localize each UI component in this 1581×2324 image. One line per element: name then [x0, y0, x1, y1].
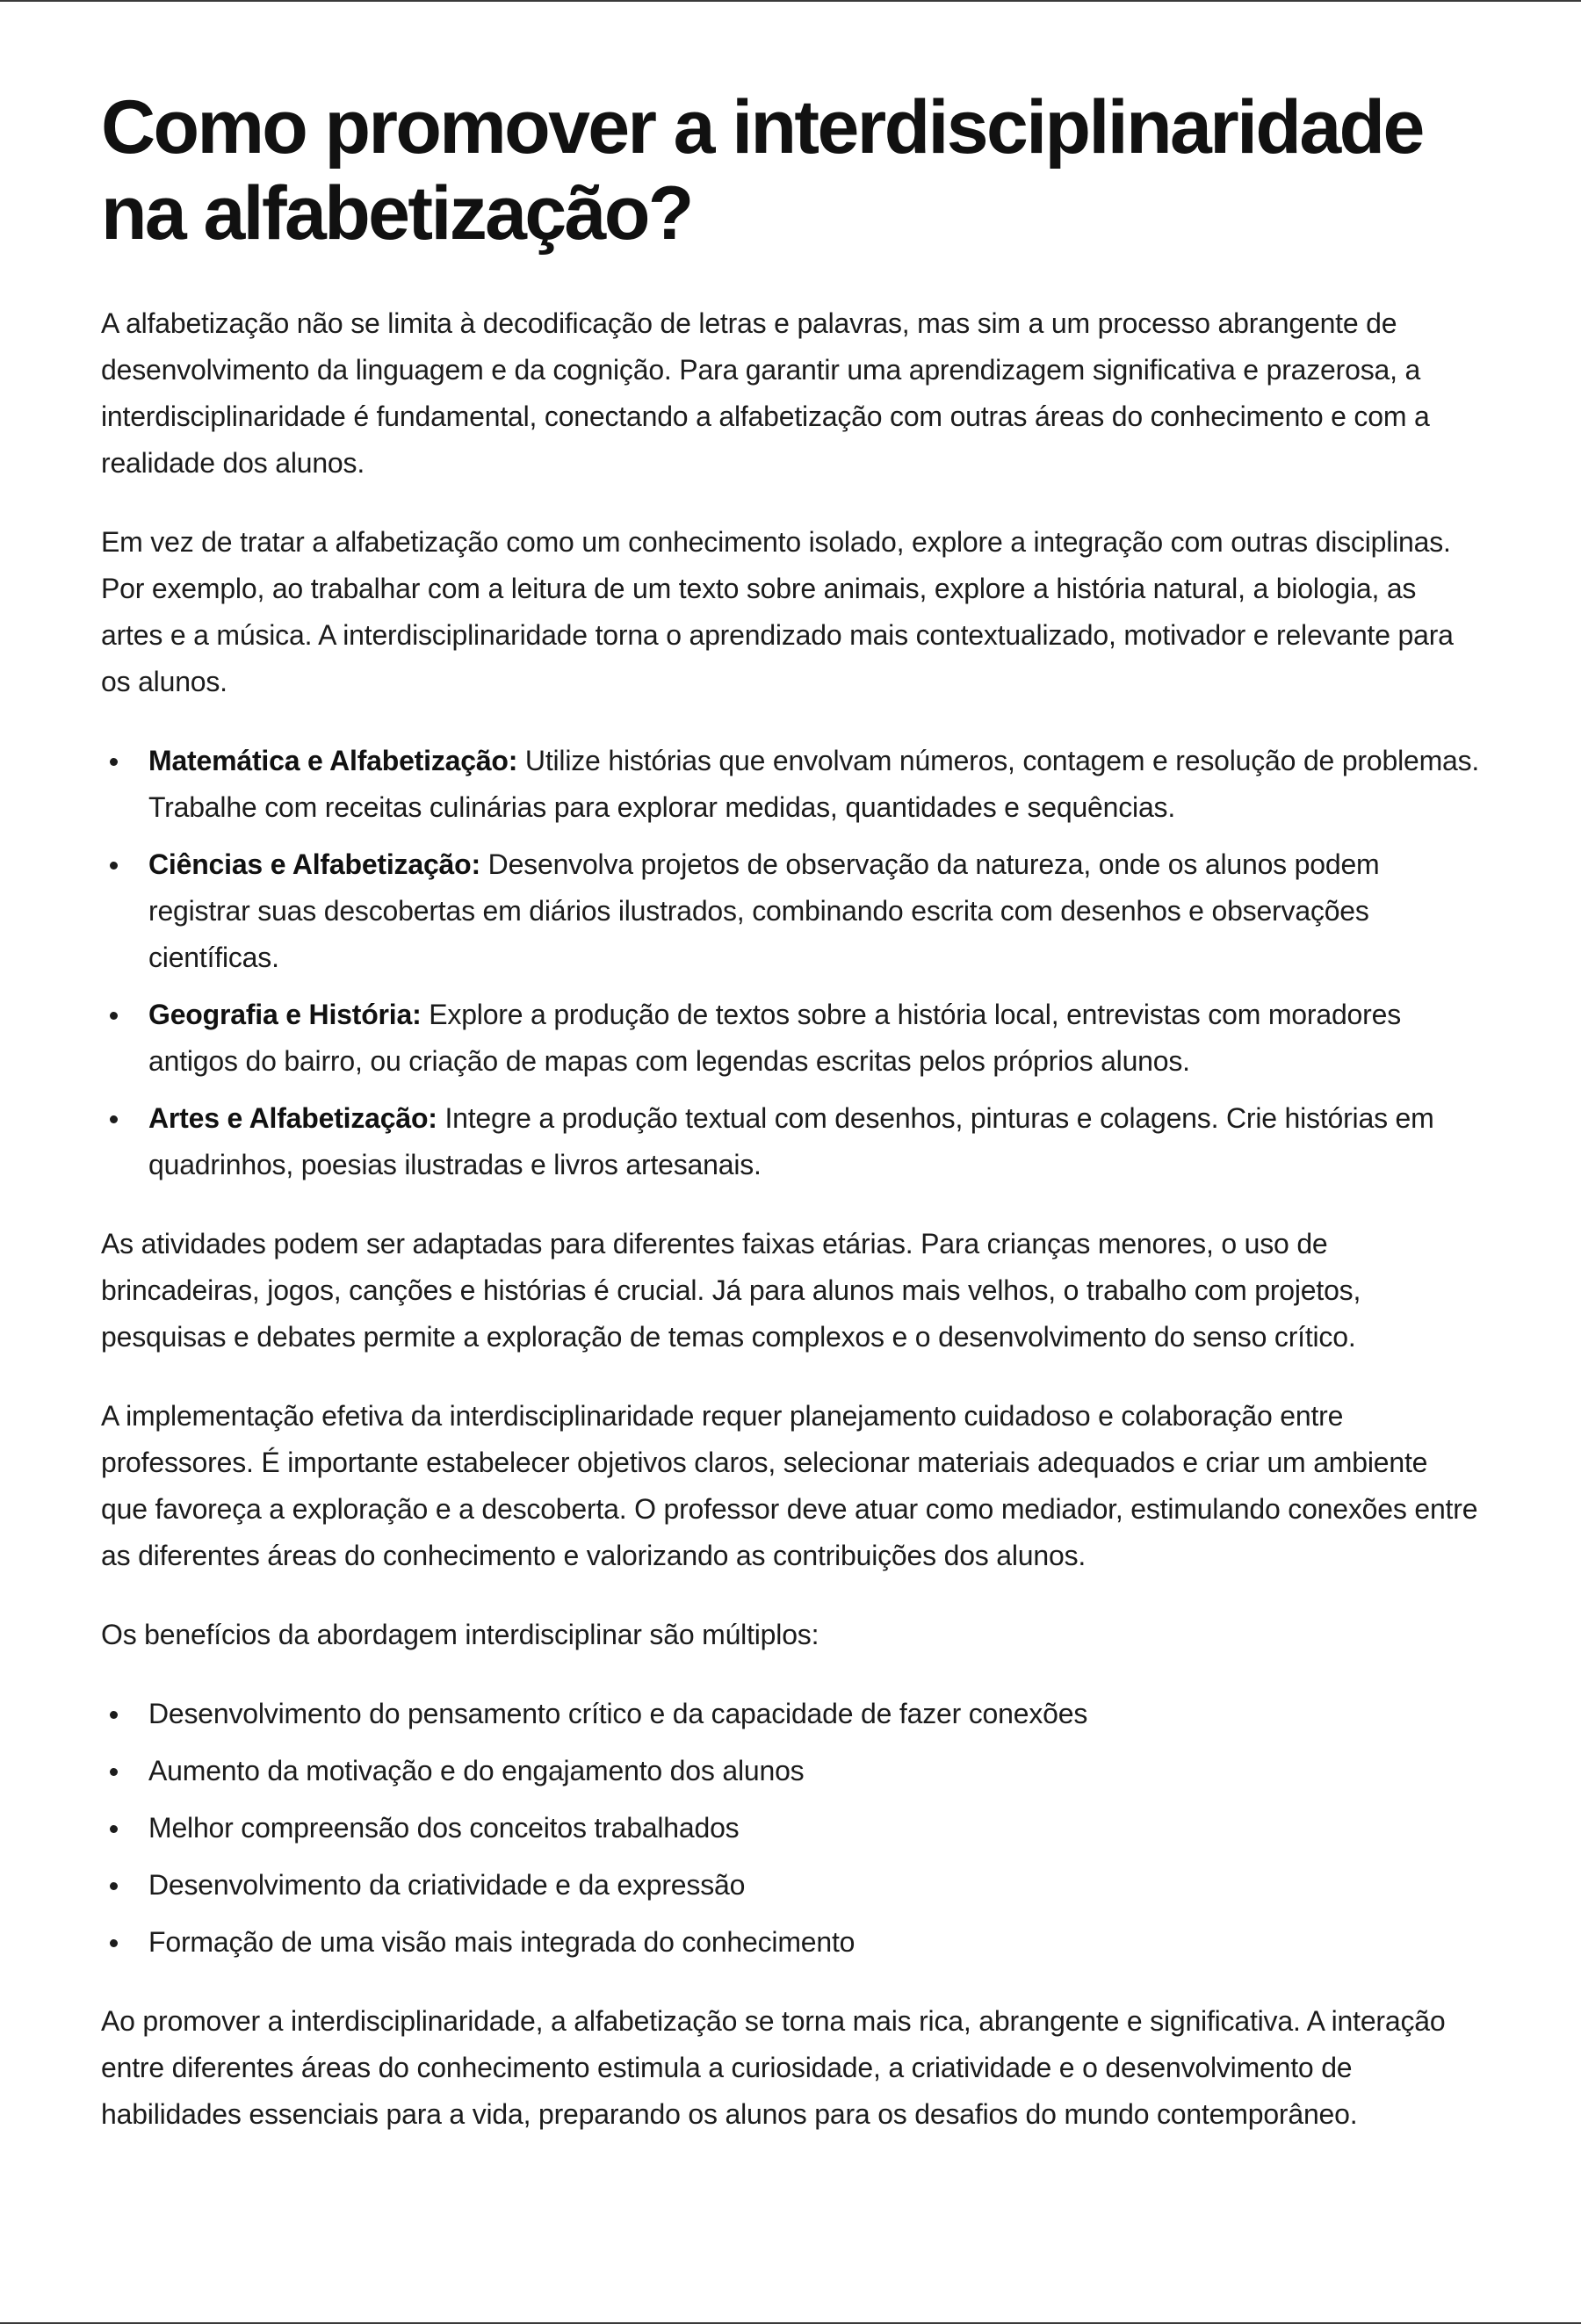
intro-paragraph-2: Em vez de tratar a alfabetização como um conhecimento isolado, explore a integração com outras disciplinas. Por exemplo, ao trabalhar com a leitura de um texto sobre animais, explore a história natural, a biologia, as artes e a música. A interdisciplinaridade torna o aprendizado mais contextualizado, motivador e relevante para os alunos. [101, 526, 1454, 697]
paragraph-implementacao: A implementação efetiva da interdisciplinaridade requer planejamento cuidadoso e colaboração entre professores. É importante estabelecer objetivos claros, selecionar materiais adequados e criar um ambiente que favoreça a exploração e a descoberta. O professor deve atuar como mediador, estimulando conexões entre as diferentes áreas do conhecimento e valorizando as contribuições dos alunos. [101, 1400, 1478, 1571]
intro-paragraph-1: A alfabetização não se limita à decodificação de letras e palavras, mas sim a um processo abrangente de desenvolvimento da linguagem e da cognição. Para garantir uma aprendizagem significativa e prazerosa, a interdisciplinaridade é fundamental, conectando a alfabetização com outras áreas do conhecimento e com a realidade dos alunos. [101, 307, 1430, 479]
page-title: Como promover a interdisciplinaridade na alfabetização? [101, 85, 1423, 256]
list-item-matematica [101, 738, 1480, 831]
paragraph-faixas-etarias: As atividades podem ser adaptadas para diferentes faixas etárias. Para crianças menores, o uso de brincadeiras, jogos, canções e histórias é crucial. Já para alunos mais velhos, o trabalho com projetos, pesquisas e debates permite a exploração de temas complexos e o desenvolvimento do senso crítico. [101, 1228, 1361, 1353]
list-item-text: Integre a produção textual com desenhos, pinturas e colagens. Crie histórias em quadrinhos, poesias ilustradas e livros artesanais. [148, 1102, 1434, 1180]
list-item-text: Desenvolva projetos de observação da natureza, onde os alunos podem registrar suas descobertas em diários ilustrados, combinando escrita com desenhos e observações científicas. [148, 848, 1380, 973]
list-item: Melhor compreensão dos conceitos trabalhados [101, 1805, 1480, 1851]
list-item-label: Ciências e Alfabetização: [148, 848, 480, 880]
list-item-ciencias [101, 841, 1480, 981]
areas-list [101, 738, 1480, 1188]
list-item-label: Artes e Alfabetização: [148, 1102, 437, 1134]
list-item-text: Utilize histórias que envolvam números, contagem e resolução de problemas. Trabalhe com receitas culinárias para explorar medidas, quantidades e sequências. [148, 745, 1480, 823]
list-item: Desenvolvimento do pensamento crítico e da capacidade de fazer conexões [101, 1691, 1480, 1737]
benefits-list [101, 1691, 1480, 1966]
list-item: Aumento da motivação e do engajamento dos alunos [101, 1748, 1480, 1794]
conclusion-paragraph: Ao promover a interdisciplinaridade, a alfabetização se torna mais rica, abrangente e significativa. A interação entre diferentes áreas do conhecimento estimula a curiosidade, a criatividade e o desenvolvimento de habilidades essenciais para a vida, preparando os alunos para os desafios do mundo contemporâneo. [101, 2005, 1446, 2130]
paragraph-beneficios-intro: Os benefícios da abordagem interdisciplinar são múltiplos: [101, 1619, 819, 1650]
list-item-text: Explore a produção de textos sobre a história local, entrevistas com moradores antigos do bairro, ou criação de mapas com legendas escritas pelos próprios alunos. [148, 999, 1401, 1077]
list-item-label: Geografia e História: [148, 999, 422, 1030]
list-item-artes [101, 1095, 1480, 1188]
top-border [0, 0, 1581, 2]
list-item: Desenvolvimento da criatividade e da expressão [101, 1862, 1480, 1909]
article [101, 84, 1480, 2138]
list-item: Formação de uma visão mais integrada do conhecimento [101, 1919, 1480, 1966]
list-item-geografia-historia [101, 992, 1480, 1085]
list-item-label: Matemática e Alfabetização: [148, 745, 518, 776]
